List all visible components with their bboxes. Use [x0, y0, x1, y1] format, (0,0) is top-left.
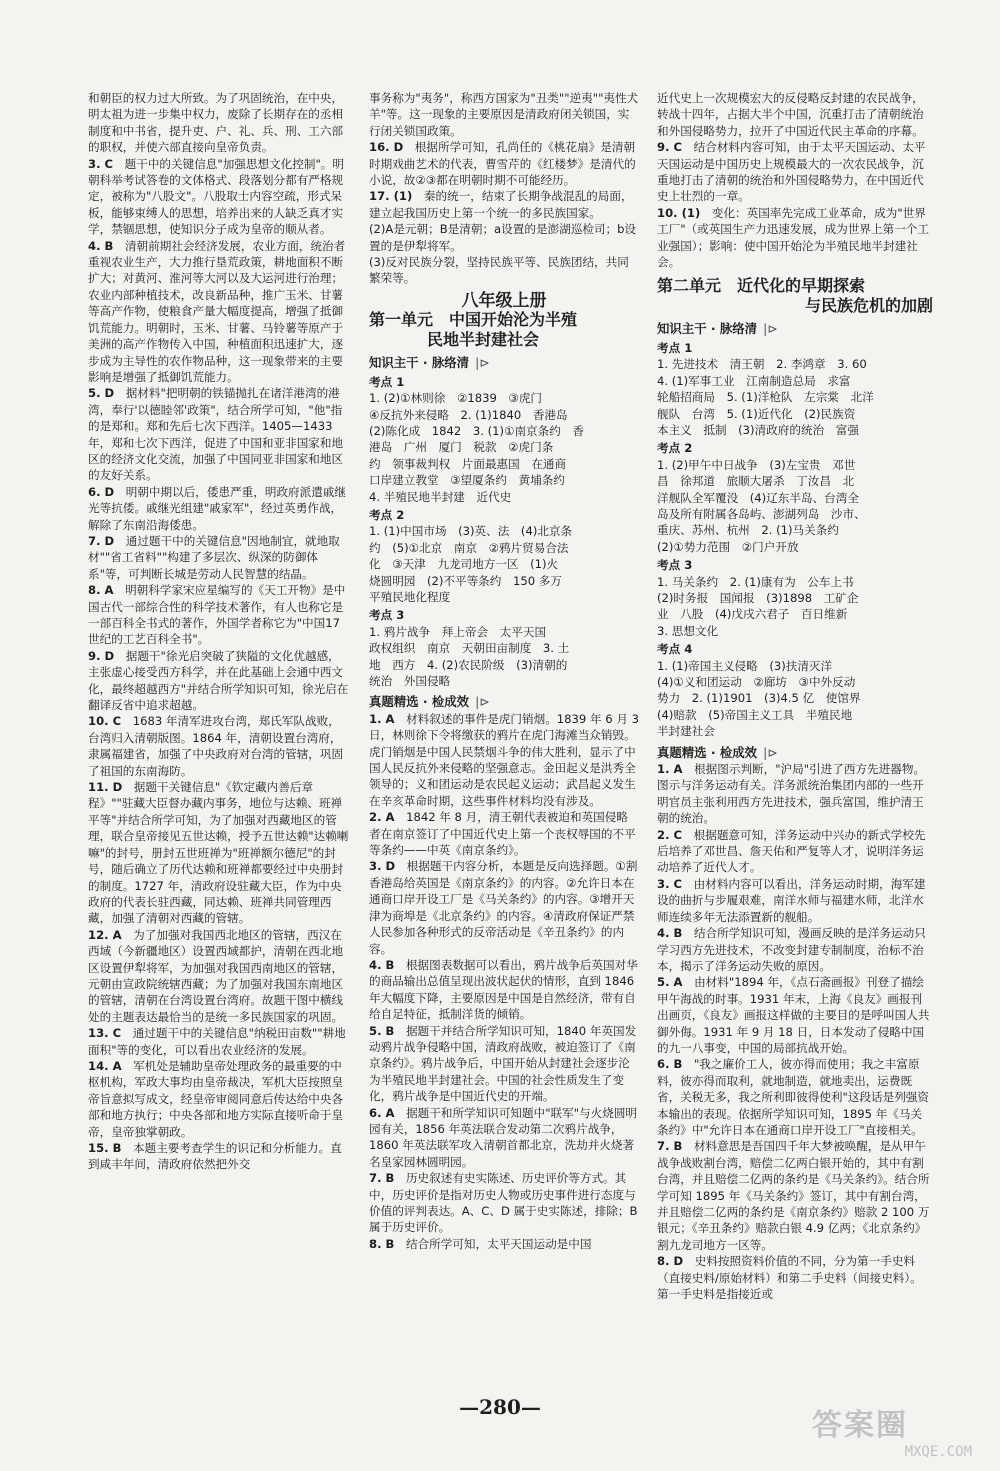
answer-item [369, 809, 639, 858]
answer-item [88, 90, 350, 156]
answer-item [88, 1140, 350, 1173]
kaodian-line: (4)①义和团运动 ②廊坊 ③中外反动 [657, 675, 856, 689]
answer-text: 根据题干内容分析，本题是反向选择题。①割香港岛给英国是《南京条约》的内容。②允许日本在通商口岸开设工厂是《马关条约》的内容。③增开天津为商埠是《北京条约》的内容。④清政府保证严禁人民参加各种形式的反帝活动是《辛丑条约》的内容。 [369, 859, 638, 956]
answer-key: 3. D [369, 859, 407, 874]
arrow-icon: |⊳ [475, 694, 490, 710]
kaodian-line: 舰队 台湾 5. (1)近代化 (2)民族资 [657, 406, 856, 421]
kaodian-heading: 考点 4 [657, 642, 693, 657]
kaodian-line: 1. (2)①林则徐 ②1839 ③虎门 [369, 391, 543, 406]
answer-key: 5. D [88, 386, 126, 401]
arrow-icon: |⊳ [763, 321, 778, 337]
kaodian-line: 重庆、苏州、杭州 2. (1)马关条约 [657, 523, 839, 538]
answer-key: 7. B [369, 1171, 406, 1186]
kaodian-line: 1. 鸦片战争 拜上帝会 太平天国 [369, 624, 547, 639]
exam-answers-unit2 [657, 761, 933, 1302]
kaodian-line: 约 (5)①北京 南京 ②鸦片贸易合法 [369, 540, 569, 555]
kaodian-line: 港岛 广州 厦门 税款 ②虎门条 [369, 440, 554, 455]
answer-key: 10. C [88, 714, 133, 729]
answer-text: 根据图表数据可以看出，鸦片战争后英国对华的商品输出总值呈现出波状起伏的情形，直到 1846 年大幅度下降，主要原因是中国是自然经济，带有自给自足特征，抵制洋货的倾销。 [369, 957, 638, 1022]
answer-item [88, 582, 350, 648]
answer-text: 据题干关键信息"《钦定藏内善后章程》""驻藏大臣督办藏内事务，地位与达赖、班禅平等"并结合所学可知，为了加强对西藏地区的管理，联合皇帝接见五世达赖，授予五世达赖"达赖喇嘛"的封号，册封五世班禅为"班禅额尔德尼"的封号，随后确立了历代达赖和班禅都要经过中央册封的制度。1727 年，清政府设驻藏大臣，作为中央政府的代表长驻西藏，同达赖、班禅共同管理西藏，加强了清朝对西藏的管辖。 [88, 780, 349, 926]
kaodian-line: 业 八股 (4)戊戌六君子 百日维新 [657, 607, 848, 622]
answer-text: 秦的统一，结束了长期争战混乱的局面，建立起我国历史上第一个统一的多民族国家。 [369, 189, 633, 220]
section-knowledge-label: 知识主干 · 脉络清 [657, 321, 758, 337]
answer-key: 4. B [369, 957, 406, 972]
page-number: —280— [459, 1395, 541, 1419]
answer-key: 5. B [369, 1023, 406, 1038]
answer-text: 近代史上一次规模宏大的反侵略反封建的农民战争，转战十四年，占据大半个中国，沉重打击了清朝统治和外国侵略势力，拉开了中国近代民主革命的序幕。 [657, 91, 924, 138]
kaodian-line: 1. (1)中国市场 (3)英、法 (4)北京条 [369, 524, 573, 539]
kaodian-line: 地 西方 4. (2)农民阶级 (3)清朝的 [369, 657, 568, 672]
answer-item [369, 1170, 639, 1236]
answer-text: 据材料"把明朝的铁锚抛扎在诸洋港湾的港湾，奉行'以德睦邻'政策"，结合所学可知，"他"指的是郑和。郑和先后七次下西洋。1405—1433 年，郑和七次下西洋，促进了中国和亚非国家和地区的经济文化交流，加强了中国同亚非国家和地区的友好关系。 [88, 386, 344, 483]
kaodian-line: (4)赔款 (5)帝国主义工具 半殖民地 [657, 707, 853, 722]
answer-text: 清朝前期社会经济发展，农业方面，统治者重视农业生产，大力推行垦荒政策，耕地面积不断扩大；对黄河、淮河等大河以及大运河进行治理；农业内部种植技术，改良新品种，推广玉米、甘薯等高产作物，使粮食产量大幅度提高，增强了抵御饥荒能力。明朝时，玉米、甘薯、马铃薯等原产于美洲的高产作物传入中国，种植面积迅速扩大，逐步成为主导性的农作物品种，这一现象带来的主要影响是增强了抵御饥荒能力。 [88, 238, 346, 384]
answer-item [88, 156, 350, 238]
answer-item [88, 648, 350, 714]
answer-text: "我之廉价工人，彼亦得而使用；我之丰富原料，彼亦得而取利，就地制造，就地卖出，运费既省，关税无多，我之所利即彼得使利"这段话是列强资本输出的表现。依据所学知识可知，1895 年《马关条约》中"允许日本在通商口岸开设工厂"直接相关。 [657, 1057, 929, 1137]
answer-text: 材料叙述的事件是虎门销烟。1839 年 6 月 3 日，林则徐下令将缴获的鸦片在虎门海滩当众销毁。虎门销烟是中国人民禁烟斗争的伟大胜利，显示了中国人民反抗外来侵略的坚强意志。金田起义是洪秀全领导的；义和团运动是农民起义运动；武昌起义发生在辛亥革命时期，这些事件材料均没有涉及。 [369, 711, 639, 808]
answer-text: 材料意思是吾国四千年大梦被唤醒，是从甲午战争战败割台湾，赔偿二亿两白银开始的，其中有割台湾，并且赔偿二亿两的条约是《马关条约》。结合所学可知 1895 年《马关条约》签订，其中有割台湾，并且赔偿二亿两的条约是《南京条约》赔款 2 100 万银元；《辛丑条约》赔款白银 4.9 亿两；《北京条约》割九龙司地方一区等。 [657, 1139, 930, 1252]
kaodian-heading: 考点 1 [657, 340, 693, 355]
answer-text: 通过题干中的关键信息"因地制宜，就地取材""省工省料""构建了多层次、纵深的防御体系"等，可判断长城是劳动人民智慧的结晶。 [88, 533, 340, 581]
answer-item [369, 957, 639, 1023]
kaodian-line: 统治 外国侵略 [369, 674, 451, 688]
answers-grade7-end [369, 90, 639, 287]
kaodian-line: 平殖民地化程度 [369, 589, 451, 604]
answer-item [657, 827, 933, 876]
answer-text: 结合材料内容可知，由于太平天国运动、太平天国运动是中国历史上规模最大的一次农民战争，沉重地打击了清朝的统治和外国侵略势力，在中国近代史上壮烈的一章。 [657, 140, 926, 204]
kaodian-line: 1. 先进技术 清王朝 2. 李鸿章 3. 60 [657, 357, 867, 372]
kaodian-heading: 考点 3 [657, 558, 693, 573]
answer-key: 9. C [657, 140, 694, 155]
answer-key: 13. C [88, 1026, 133, 1041]
answer-item [88, 1058, 350, 1140]
answer-text: 根据题意可知，洋务运动中兴办的新式学校先后培养了邓世昌、詹天佑和严复等人才，说明洋务运动培养了近代人才。 [657, 827, 926, 875]
column-right [657, 90, 933, 1302]
answer-item [369, 254, 639, 287]
answer-item [657, 205, 933, 271]
answer-text: 据题干和所学知识可知题中"联军"与火烧圆明园有关，1856 年英法联合发动第二次鸦片战争，1860 年英法联军攻入清朝首都北京，洗劫并火烧著名皇家园林圆明园。 [369, 1105, 638, 1169]
kaodian-line: (2)①势力范围 ②门户开放 [657, 539, 799, 554]
answer-text: 史料按照资料价值的不同，分为第一手史料（直接史料/原始材料）和第二手史料（间接史料）。第一手史料是指接近或 [657, 1254, 922, 1302]
answer-item [88, 1025, 350, 1058]
answers-unit1-end [657, 90, 933, 270]
kaodian-line: 1. (1)帝国主义侵略 (3)扶清灭洋 [657, 658, 833, 673]
answer-key: 1. A [657, 762, 695, 777]
answer-text: 由材料内容可以看出，洋务运动时期，海军建设的曲折与步履艰难，南洋水师与福建水师，北洋水师连续多年无法添置新的舰船。 [657, 876, 926, 924]
answer-key: 5. A [657, 975, 695, 990]
answer-item [657, 974, 933, 1056]
answer-item [88, 238, 350, 386]
section-exam-unit1 [369, 694, 639, 710]
answer-item [369, 1236, 639, 1252]
answer-key: 16. D [369, 140, 415, 155]
answer-key: 4. B [88, 238, 125, 253]
answer-item [657, 1138, 933, 1253]
column-middle [369, 90, 639, 1252]
section-exam-label: 真题精选 · 检成效 [369, 694, 470, 710]
answer-item [369, 1105, 639, 1171]
answer-key: 7. D [88, 533, 126, 548]
answer-key: 8. B [369, 1236, 406, 1251]
grade-title: 八年级上册 [461, 290, 547, 311]
answer-item [369, 90, 639, 139]
answer-text: 根据所学可知，孔尚任的《桃花扇》是清朝时期戏曲艺术的代表，曹雪芹的《红楼梦》是清代的小说，故②③都在明朝时期不可能经历。 [369, 140, 636, 188]
kaodian-line: 4. (1)军事工业 江南制造总局 求富 [657, 373, 851, 388]
answer-text: 据题干"徐光启突破了狭隘的文化优越感，主张虚心接受西方科学，并在此基础上会通中西文化，最终超越西方"并结合所学知识可知，徐光启在翻译反省中追求超越。 [88, 648, 349, 713]
answer-item [369, 711, 639, 809]
answer-key: 7. B [657, 1139, 694, 1154]
answer-text: 为了加强对我国西北地区的管辖，西汉在西域（今新疆地区）设置西域都护，清朝在西北地区设置伊犁将军，为加强对我国西南地区的管辖，元朝由宣政院统辖西藏；为了加强对我国东南地区的管辖，清朝在台湾设置台湾府。故题干图中横线处的主题表达最恰当的是统一多民族国家的巩固。 [88, 927, 344, 1024]
answer-item [657, 1253, 933, 1302]
answer-text: 1842 年 8 月，清王朝代表被迫和英国侵略者在南京签订了中国近代史上第一个丧权辱国的不平等条约——中英《南京条约》。 [369, 810, 636, 858]
answer-key: 8. A [88, 583, 126, 598]
kaodian-line: 4. 半殖民地半封建 近代史 [369, 489, 512, 504]
answer-text: 题干中的关键信息"加强思想文化控制"。明朝科举考试答卷的文体格式、段落划分都有严格规定，被称为"八股文"。八股取士内容空疏，形式呆板，能够束缚人的思想，培养出来的人缺乏真才实学，禁锢思想，使知识分子成为皇帝的顺从者。 [88, 156, 344, 237]
kaodian-heading: 考点 2 [369, 507, 405, 522]
kaodian-heading: 考点 3 [369, 608, 405, 623]
answer-key: 3. C [657, 876, 694, 891]
kaodian-line: 口岸建立教堂 ③望厦条约 黄埔条约 [369, 473, 565, 488]
answer-key: 2. C [657, 827, 694, 842]
kaodian-line: (2)陈化成 1842 3. (1)①南京条约 香 [369, 423, 585, 438]
answer-item [369, 1023, 639, 1105]
knowledge-points-unit1 [369, 374, 639, 690]
watermark [812, 1400, 972, 1464]
section-exam-label: 真题精选 · 检成效 [657, 744, 758, 760]
answer-item [369, 188, 639, 221]
knowledge-points-unit2 [657, 340, 933, 740]
kaodian-line: 1. 马关条约 2. (1)康有为 公车上书 [657, 574, 854, 589]
unit2-title-line1: 第二单元 近代化的早期探索 [657, 276, 866, 296]
answer-item [657, 90, 933, 139]
kaodian-heading: 考点 2 [657, 441, 693, 456]
answer-item [369, 221, 639, 254]
section-knowledge-unit2 [657, 321, 933, 337]
watermark-logo: 答案圈 [812, 1408, 908, 1443]
answer-key: 6. A [369, 1105, 407, 1120]
answer-text: 根据图示判断，"沪局"引进了西方先进器物。图示与洋务运动有关。洋务派统治集团内部的一些开明官员主张利用西方先进技术，强兵富国，维护清王朝的统治。 [657, 762, 926, 826]
answer-key: 2. A [369, 810, 407, 825]
answer-text: 历史叙述有史实陈述、历史评价等方式。其中，历史评价是指对历史人物或历史事件进行态度与价值的评判表达。A、C、D 属于史实陈述，排除；B 属于历史评价。 [369, 1171, 638, 1235]
answer-key: 6. B [657, 1057, 694, 1072]
column-left [88, 90, 350, 1173]
arrow-icon: |⊳ [475, 355, 490, 371]
exam-answers-unit1 [369, 711, 639, 1252]
unit1-title-line1: 第一单元 中国开始沦为半殖 [369, 310, 578, 330]
kaodian-line: 烧圆明园 (2)不平等条约 150 多万 [369, 573, 562, 588]
kaodian-line: 3. 思想文化 [657, 623, 719, 638]
kaodian-line: 化 ③天津 九龙司地方一区 (1)火 [369, 557, 559, 572]
answer-text: 结合所学可知，太平天国运动是中国 [405, 1236, 592, 1251]
answer-text: 明朝科学家宋应星编写的《天工开物》是中国古代一部综合性的科学技术著作，有人也称它是一部百科全书式的著作，外国学者称它为"中国17世纪的工艺百科全书"。 [88, 583, 346, 647]
answer-text: (2)A是元朝；B是清朝；a设置的是澎湖巡检司；b设置的是伊犁将军。 [369, 222, 637, 253]
answer-item [88, 927, 350, 1025]
answer-key: 8. D [657, 1254, 695, 1269]
section-knowledge-unit1 [369, 355, 639, 371]
watermark-url: MXQE.COM [904, 1444, 972, 1460]
kaodian-line: 洋舰队全军覆没 (4)辽东半岛、台湾全 [657, 490, 859, 505]
answer-key: 15. B [88, 1141, 134, 1155]
answer-item [369, 858, 639, 956]
section-knowledge-label: 知识主干 · 脉络清 [369, 355, 470, 371]
answer-item [657, 761, 933, 827]
answer-text: (3)反对民族分裂，坚持民族平等、民族团结，共同繁荣等。 [369, 255, 629, 286]
answer-item [657, 1056, 933, 1138]
answer-item [657, 139, 933, 205]
section-exam-unit2 [657, 745, 933, 761]
kaodian-line: 昌 徐邦道 旅顺大屠杀 丁汝昌 北 [657, 474, 855, 489]
answer-key: 6. D [88, 484, 126, 499]
answer-key: 1. A [369, 711, 407, 726]
kaodian-line: 政权组织 南京 天朝田亩制度 3. 土 [369, 641, 570, 656]
answer-key: 14. A [88, 1058, 134, 1073]
kaodian-line: 岛及所有附属各岛屿、澎湖列岛 沙市、 [657, 506, 866, 521]
answer-text: 明朝中期以后，倭患严重，明政府派遣戚继光等抗倭。戚继光组建"戚家军"，经过英勇作战，解除了东南沿海倭患。 [88, 484, 347, 532]
answer-item [88, 484, 350, 533]
answer-text: 军机处是辅助皇帝处理政务的最重要的中枢机构，军政大事均由皇帝裁决，军机大臣按照皇帝旨意拟写成文，经皇帝审阅同意后传达给中央各部和地方执行；中央各部和地方实际直接听命于皇帝，皇帝独掌朝政。 [88, 1058, 344, 1139]
answer-text: 1683 年清军进攻台湾，郑氏军队战败，台湾归入清朝版图。1864 年，清朝设置台湾府，隶属福建省，加强了中央政府对台湾的管辖，巩固了祖国的东南海防。 [88, 714, 344, 778]
answer-item [88, 533, 350, 582]
answer-key: 3. C [88, 156, 125, 171]
unit2-title [657, 276, 933, 316]
answer-key: 11. D [88, 780, 134, 795]
kaodian-line: 约 领事裁判权 片面最惠国 在通商 [369, 456, 567, 471]
answer-key: 10. (1) [657, 205, 712, 220]
answer-item [657, 876, 933, 925]
unit1-title-line2: 民地半封建社会 [427, 330, 540, 350]
answer-text: 结合所学知识可知，漫画反映的是洋务运动只学习西方先进技术，不改变封建专制制度，治标不治本，揭示了洋务运动失败的原因。 [657, 926, 926, 973]
answer-text: 据题干并结合所学知识可知，1840 年英国发动鸦片战争侵略中国，清政府战败，被迫签订了《南京条约》。鸦片战争后，中国开始从封建社会逐步沦为半殖民地半封建社会。中国的社会性质发生了变化，鸦片战争是中国近代史的开端。 [369, 1023, 637, 1104]
arrow-icon: |⊳ [763, 744, 778, 760]
kaodian-line: 本主义 抵制 (3)清政府的统治 富强 [657, 422, 859, 437]
kaodian-line: 势力 2. (1)1901 (3)4.5 亿 使馆界 [657, 691, 861, 706]
answer-key: 12. A [88, 927, 134, 942]
answer-item [369, 139, 639, 188]
answer-text: 通过题干中的关键信息"纳税田亩数""耕地面积"等的变化，可以看出农业经济的发展。 [88, 1026, 346, 1057]
answer-item [88, 779, 350, 927]
answer-text: 和朝臣的权力过大所致。为了巩固统治，在中央，明太祖为进一步集中权力，废除了长期存在的丞相制度和中书省，提升吏、户、礼、兵、刑、工六部的职权，并使六部直接向皇帝负责。 [88, 91, 344, 155]
answer-item [657, 925, 933, 974]
answer-text: 由材料"1894 年，《点石斋画报》刊登了描绘甲午海战的时事。1931 年末，上海《良友》画报刊出画页，《良友》画报这样做的主要目的是呼叫国人共御外侮。1931 年 9 月 18 日，日本发动了侵略中国的九一八事变，中国的局部抗战开始。 [657, 975, 930, 1055]
answer-text: 变化：英国率先完成工业革命，成为"世界工厂"（或英国生产力迅速发展，成为世界上第一个工业强国）；影响：使中国开始沦为半殖民地半封建社会。 [657, 205, 929, 270]
kaodian-heading: 考点 1 [369, 374, 405, 389]
kaodian-line: ④反抗外来侵略 2. (1)1840 香港岛 [369, 407, 568, 422]
unit1-title [369, 310, 639, 350]
answer-item [88, 713, 350, 779]
answer-item [88, 385, 350, 483]
answer-key: 9. D [88, 648, 126, 663]
kaodian-line: 1. (2)甲午中日战争 (3)左宝贵 邓世 [657, 457, 856, 472]
answer-key: 4. B [657, 926, 694, 941]
kaodian-line: 半封建社会 [657, 724, 715, 739]
kaodian-line: (2)时务报 国闻报 (3)1898 工矿企 [657, 590, 859, 605]
unit2-title-line2: 与民族危机的加剧 [804, 296, 933, 316]
answer-key: 17. (1) [369, 189, 424, 204]
kaodian-line: 轮船招商局 5. (1)洋枪队 左宗棠 北洋 [657, 390, 874, 405]
answer-text: 本题主要考查学生的识记和分析能力。直到咸丰年间，清政府依然把外交 [88, 1141, 342, 1172]
answer-text: 事务称为"夷务"，称西方国家为"丑类""逆夷""夷性犬羊"等。这一现象的主要原因是清政府闭关锁国，实行闭关锁国政策。 [369, 91, 639, 138]
